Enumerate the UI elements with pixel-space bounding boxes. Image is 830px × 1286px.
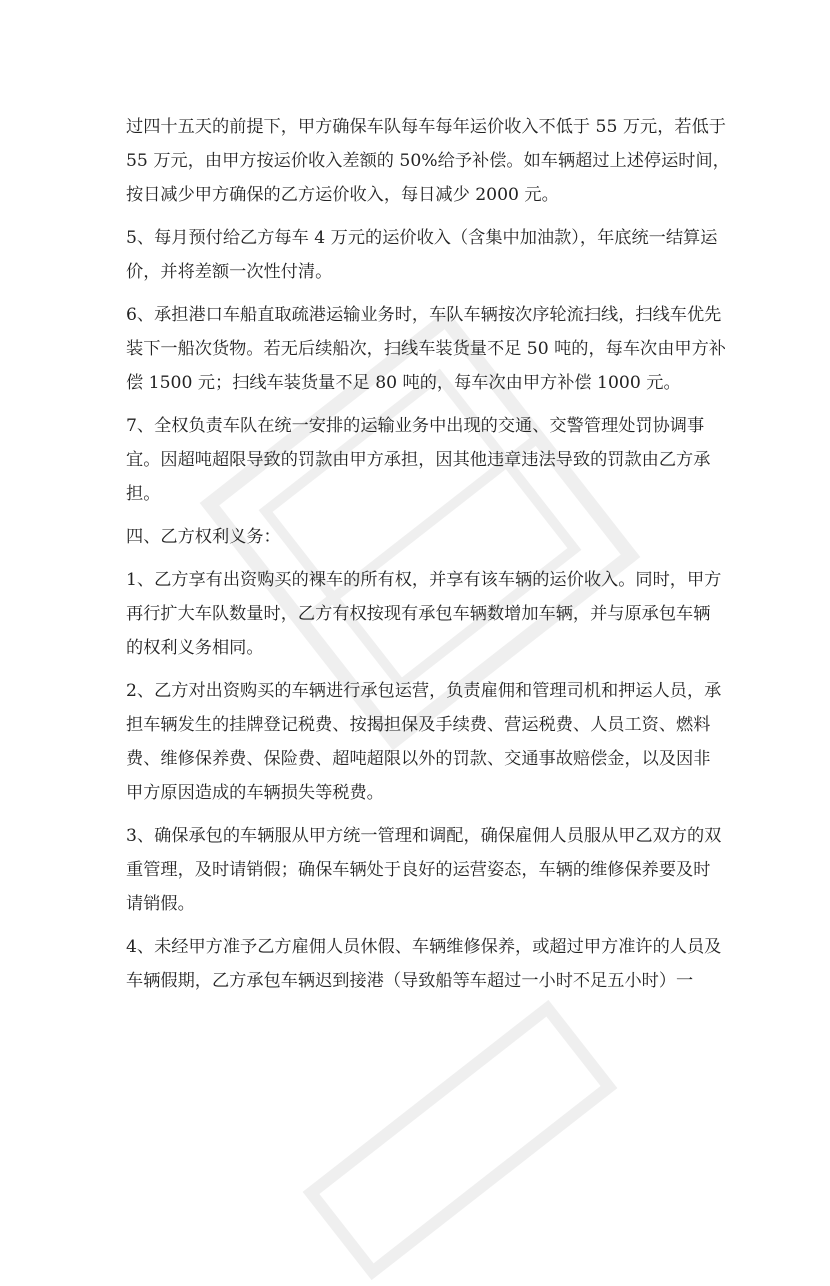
watermark-stamp-bottom-icon [297, 994, 623, 1286]
text-line: 1、乙方享有出资购买的裸车的所有权，并享有该车辆的运价收入。同时，甲方 [126, 570, 722, 590]
text-line: 的权利义务相同。 [126, 638, 264, 658]
text-line: 5、每月预付给乙方每车 4 万元的运价收入（含集中加油款），年底统一结算运 [126, 228, 718, 248]
text-line: 费、维修保养费、保险费、超吨超限以外的罚款、交通事故赔偿金，以及因非 [126, 749, 711, 769]
text-line: 装下一船次货物。若无后续船次，扫线车装货量不足 50 吨的，每车次由甲方补 [126, 339, 726, 359]
text-line: 担。 [126, 484, 161, 504]
text-line: 请销假。 [126, 894, 195, 914]
text-line: 55 万元，由甲方按运价收入差额的 50%给予补偿。如车辆超过上述停运时间， [126, 151, 730, 171]
text-line: 车辆假期，乙方承包车辆迟到接港（导致船等车超过一小时不足五小时）一 [126, 971, 694, 991]
text-line: 2、乙方对出资购买的车辆进行承包运营，负责雇佣和管理司机和押运人员，承 [126, 681, 722, 701]
party-b-clause-3 [126, 819, 722, 921]
text-line: 价，并将差额一次性付清。 [126, 262, 333, 282]
paragraph-continuation [126, 110, 730, 212]
party-b-clause-2 [126, 674, 722, 810]
clause-7 [126, 409, 716, 511]
text-line: 3、确保承包的车辆服从甲方统一管理和调配，确保雇佣人员服从甲乙双方的双 [126, 826, 722, 846]
party-b-clause-4 [126, 930, 722, 998]
clause-5 [126, 221, 716, 289]
clause-6 [126, 298, 726, 400]
section-heading-4 [126, 520, 716, 554]
text-line: 4、未经甲方准予乙方雇佣人员休假、车辆维修保养，或超过甲方准许的人员及 [126, 937, 722, 957]
text-line: 再行扩大车队数量时，乙方有权按现有承包车辆数增加车辆，并与原承包车辆 [126, 604, 711, 624]
text-line: 6、承担港口车船直取疏港运输业务时，车队车辆按次序轮流扫线，扫线车优先 [126, 305, 722, 325]
text-line: 重管理，及时请销假；确保车辆处于良好的运营姿态，车辆的维修保养要及时 [126, 860, 711, 880]
text-line: 按日减少甲方确保的乙方运价收入，每日减少 2000 元。 [126, 185, 559, 205]
section-heading: 四、乙方权利义务： [126, 527, 281, 547]
text-line: 过四十五天的前提下，甲方确保车队每车每年运价收入不低于 55 万元，若低于 [126, 117, 726, 137]
document-body [126, 110, 730, 998]
party-b-clause-1 [126, 563, 722, 665]
text-line: 7、全权负责车队在统一安排的运输业务中出现的交通、交警管理处罚协调事 [126, 416, 705, 436]
text-line: 宜。因超吨超限导致的罚款由甲方承担，因其他违章违法导致的罚款由乙方承 [126, 450, 711, 470]
text-line: 甲方原因造成的车辆损失等税费。 [126, 783, 384, 803]
text-line: 偿 1500 元；扫线车装货量不足 80 吨的，每车次由甲方补偿 1000 元。 [126, 373, 681, 393]
text-line: 担车辆发生的挂牌登记税费、按揭担保及手续费、营运税费、人员工资、燃料 [126, 715, 711, 735]
